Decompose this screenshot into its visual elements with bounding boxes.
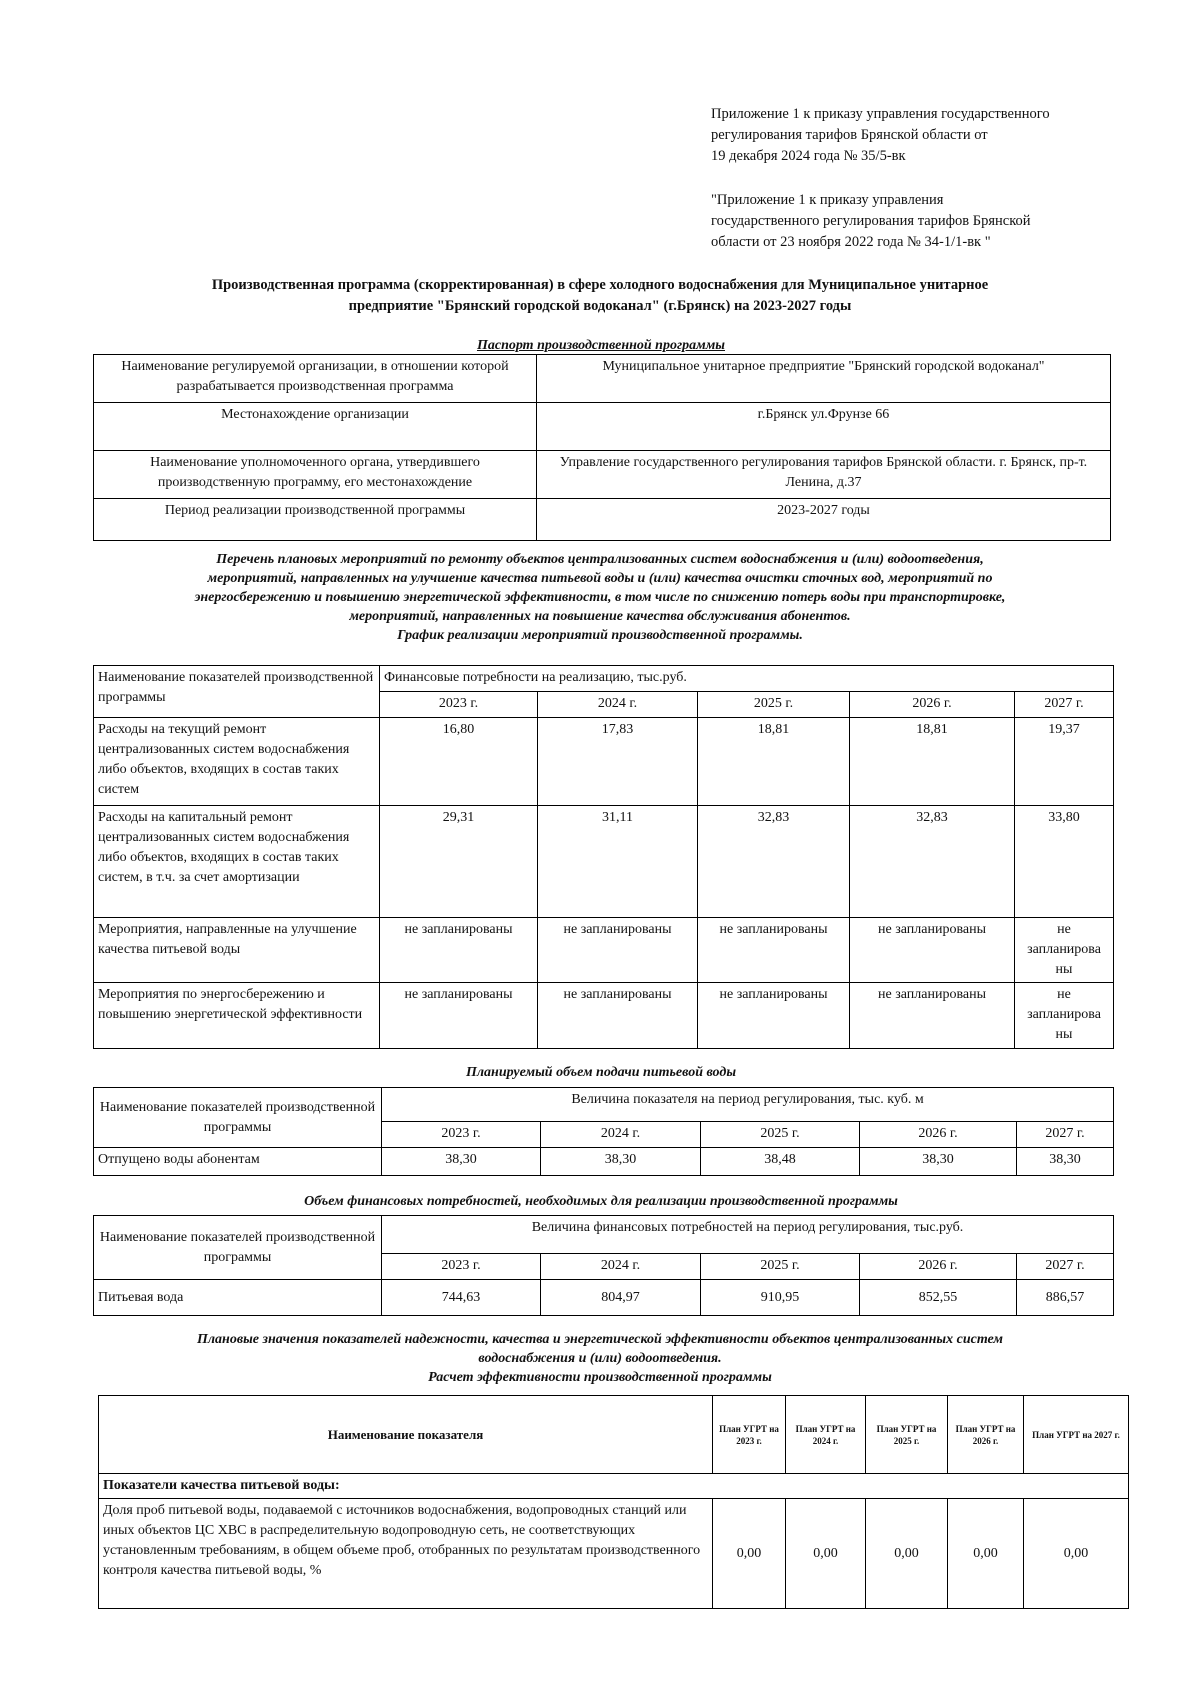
measures-col-head: Наименование показателей производственной программы xyxy=(94,666,380,718)
year-header: 2023 г. xyxy=(382,1254,541,1280)
cell-value: не запланированы xyxy=(538,983,698,1049)
cell-value: 38,30 xyxy=(382,1148,541,1176)
cell-value: не запланированы xyxy=(698,983,850,1049)
passport-row xyxy=(94,403,1111,451)
calc-heading: Расчет эффективности производственной программы xyxy=(428,1370,772,1385)
order-line: государственного регулирования тарифов Брянской xyxy=(711,213,1031,229)
cell-value: 38,30 xyxy=(860,1148,1017,1176)
cell-value: 910,95 xyxy=(701,1280,860,1316)
table-row xyxy=(94,806,1114,918)
cell-value: не запланированы xyxy=(850,983,1015,1049)
cell-value: 744,63 xyxy=(382,1280,541,1316)
order-line: регулирования тарифов Брянской области от xyxy=(711,127,988,143)
finance-table xyxy=(93,1215,1114,1316)
cell-value: не запланированы xyxy=(380,918,538,983)
reliability-heading xyxy=(80,1330,1120,1387)
cell-value: 0,00 xyxy=(786,1499,866,1609)
table-row xyxy=(99,1499,1129,1609)
table-row xyxy=(94,1280,1114,1316)
title-line: предприятие "Брянский городской водоканал" (г.Брянск) на 2023-2027 годы xyxy=(348,298,852,314)
year-header: 2027 г. xyxy=(1017,1122,1114,1148)
year-header: 2023 г. xyxy=(382,1122,541,1148)
plan-header: План УГРТ на 2027 г. xyxy=(1024,1396,1129,1474)
cell-value: 32,83 xyxy=(698,806,850,918)
row-label: Мероприятия по энергосбережению и повышению энергетической эффективности xyxy=(94,983,380,1049)
cell-value: 32,83 xyxy=(850,806,1015,918)
cell-value: 38,48 xyxy=(701,1148,860,1176)
year-header: 2025 г. xyxy=(698,692,850,718)
passport-label: Местонахождение организации xyxy=(94,403,537,451)
volume-heading: Планируемый объем подачи питьевой воды xyxy=(465,1065,737,1080)
order-line: Приложение 1 к приказу управления государственного xyxy=(711,106,1050,122)
order-line: "Приложение 1 к приказу управления xyxy=(711,192,944,208)
finance-group-head: Величина финансовых потребностей на период регулирования, тыс.руб. xyxy=(382,1216,1114,1254)
passport-row xyxy=(94,451,1111,499)
group-label: Показатели качества питьевой воды: xyxy=(99,1474,1129,1499)
year-header: 2026 г. xyxy=(860,1254,1017,1280)
cell-value: не запланирова ны xyxy=(1015,983,1114,1049)
row-label: Расходы на текущий ремонт централизованных систем водоснабжения либо объектов, входящих в состав таких систем xyxy=(94,718,380,806)
order-line: 19 декабря 2024 года № 35/5-вк xyxy=(711,148,906,164)
row-label: Мероприятия, направленные на улучшение качества питьевой воды xyxy=(94,918,380,983)
title-line: Производственная программа (скорректированная) в сфере холодного водоснабжения для Муниципальное унитарное xyxy=(211,277,989,293)
passport-table xyxy=(93,354,1111,541)
cell-value: 18,81 xyxy=(698,718,850,806)
passport-value: Муниципальное унитарное предприятие "Брянский городской водоканал" xyxy=(537,355,1111,403)
passport-value: г.Брянск ул.Фрунзе 66 xyxy=(537,403,1111,451)
volume-table xyxy=(93,1087,1114,1176)
year-header: 2026 г. xyxy=(850,692,1015,718)
table-row xyxy=(94,918,1114,983)
cell-value: не запланированы xyxy=(850,918,1015,983)
cell-value: не запланированы xyxy=(380,983,538,1049)
cell-value: 0,00 xyxy=(713,1499,786,1609)
finance-heading: Объем финансовых потребностей, необходимых для реализации производственной программы xyxy=(304,1194,898,1209)
passport-label: Период реализации производственной программы xyxy=(94,499,537,541)
cell-value: 19,37 xyxy=(1015,718,1114,806)
heading-line: мероприятий, направленных на улучшение качества питьевой воды и (или) качества очистки сточных вод, мероприятий по xyxy=(207,571,993,586)
cell-value: 33,80 xyxy=(1015,806,1114,918)
passport-label: Наименование уполномоченного органа, утвердившего производственную программу, его местонахождение xyxy=(94,451,537,499)
heading-line: водоснабжения и (или) водоотведения. xyxy=(478,1351,722,1366)
heading-line: энергосбережению и повышению энергетической эффективности, в том числе по снижению потерь воды при транспортировке, xyxy=(194,590,1006,605)
year-header: 2024 г. xyxy=(541,1122,701,1148)
order-line: области от 23 ноября 2022 года № 34-1/1-вк " xyxy=(711,234,991,250)
year-header: 2023 г. xyxy=(380,692,538,718)
cell-value: 16,80 xyxy=(380,718,538,806)
cell-value: не запланированы xyxy=(698,918,850,983)
reliability-col-head: Наименование показателя xyxy=(99,1396,713,1474)
year-header: 2024 г. xyxy=(541,1254,701,1280)
reliability-table xyxy=(98,1395,1129,1609)
year-header: 2024 г. xyxy=(538,692,698,718)
volume-col-head: Наименование показателей производственной программы xyxy=(94,1088,382,1148)
finance-col-head: Наименование показателей производственной программы xyxy=(94,1216,382,1280)
plan-header: План УГРТ на 2026 г. xyxy=(948,1396,1024,1474)
table-row xyxy=(94,718,1114,806)
table-row xyxy=(94,1148,1114,1176)
heading-line: мероприятий, направленных на повышение качества обслуживания абонентов. xyxy=(349,609,851,624)
passport-label: Наименование регулируемой организации, в отношении которой разрабатывается производственная программа xyxy=(94,355,537,403)
passport-row xyxy=(94,355,1111,403)
volume-group-head: Величина показателя на период регулирования, тыс. куб. м xyxy=(382,1088,1114,1122)
passport-value: Управление государственного регулирования тарифов Брянской области. г. Брянск, пр-т. Ленина, д.37 xyxy=(537,451,1111,499)
cell-value: 0,00 xyxy=(866,1499,948,1609)
row-label: Расходы на капитальный ремонт централизованных систем водоснабжения либо объектов, входящих в состав таких систем, в т.ч. за счет амортизации xyxy=(94,806,380,918)
measures-table xyxy=(93,665,1114,1049)
year-header: 2025 г. xyxy=(701,1122,860,1148)
row-label: Доля проб питьевой воды, подаваемой с источников водоснабжения, водопроводных станций или иных объектов ЦС ХВС в распределительную водопроводную сеть, не соответствующих установленным требованиям, в общем объеме проб, отобранных по результатам производственного контроля качества питьевой воды, % xyxy=(99,1499,713,1609)
cell-value: 0,00 xyxy=(948,1499,1024,1609)
heading-line: Перечень плановых мероприятий по ремонту объектов централизованных систем водоснабжения и (или) водоотведения, xyxy=(216,552,984,567)
heading-line: Плановые значения показателей надежности, качества и энергетической эффективности объектов централизованных систем xyxy=(196,1332,1004,1347)
measures-group-head: Финансовые потребности на реализацию, тыс.руб. xyxy=(380,666,1114,692)
original-order-reference xyxy=(711,190,1151,253)
cell-value: 38,30 xyxy=(541,1148,701,1176)
cell-value: не запланированы xyxy=(538,918,698,983)
year-header: 2027 г. xyxy=(1015,692,1114,718)
row-label: Питьевая вода xyxy=(94,1280,382,1316)
group-row xyxy=(99,1474,1129,1499)
table-row xyxy=(94,983,1114,1049)
passport-heading: Паспорт производственной программы xyxy=(476,338,726,353)
order-reference xyxy=(711,104,1151,167)
year-header: 2026 г. xyxy=(860,1122,1017,1148)
row-label: Отпущено воды абонентам xyxy=(94,1148,382,1176)
year-header: 2027 г. xyxy=(1017,1254,1114,1280)
cell-value: 38,30 xyxy=(1017,1148,1114,1176)
measures-heading xyxy=(60,550,1140,645)
cell-value: 886,57 xyxy=(1017,1280,1114,1316)
cell-value: 17,83 xyxy=(538,718,698,806)
plan-header: План УГРТ на 2024 г. xyxy=(786,1396,866,1474)
cell-value: не запланирова ны xyxy=(1015,918,1114,983)
cell-value: 0,00 xyxy=(1024,1499,1129,1609)
plan-header: План УГРТ на 2025 г. xyxy=(866,1396,948,1474)
cell-value: 852,55 xyxy=(860,1280,1017,1316)
passport-row xyxy=(94,499,1111,541)
plan-header: План УГРТ на 2023 г. xyxy=(713,1396,786,1474)
year-header: 2025 г. xyxy=(701,1254,860,1280)
passport-value: 2023-2027 годы xyxy=(537,499,1111,541)
document-title xyxy=(120,275,1080,317)
cell-value: 31,11 xyxy=(538,806,698,918)
schedule-heading: График реализации мероприятий производственной программы. xyxy=(397,628,803,643)
cell-value: 804,97 xyxy=(541,1280,701,1316)
cell-value: 18,81 xyxy=(850,718,1015,806)
cell-value: 29,31 xyxy=(380,806,538,918)
